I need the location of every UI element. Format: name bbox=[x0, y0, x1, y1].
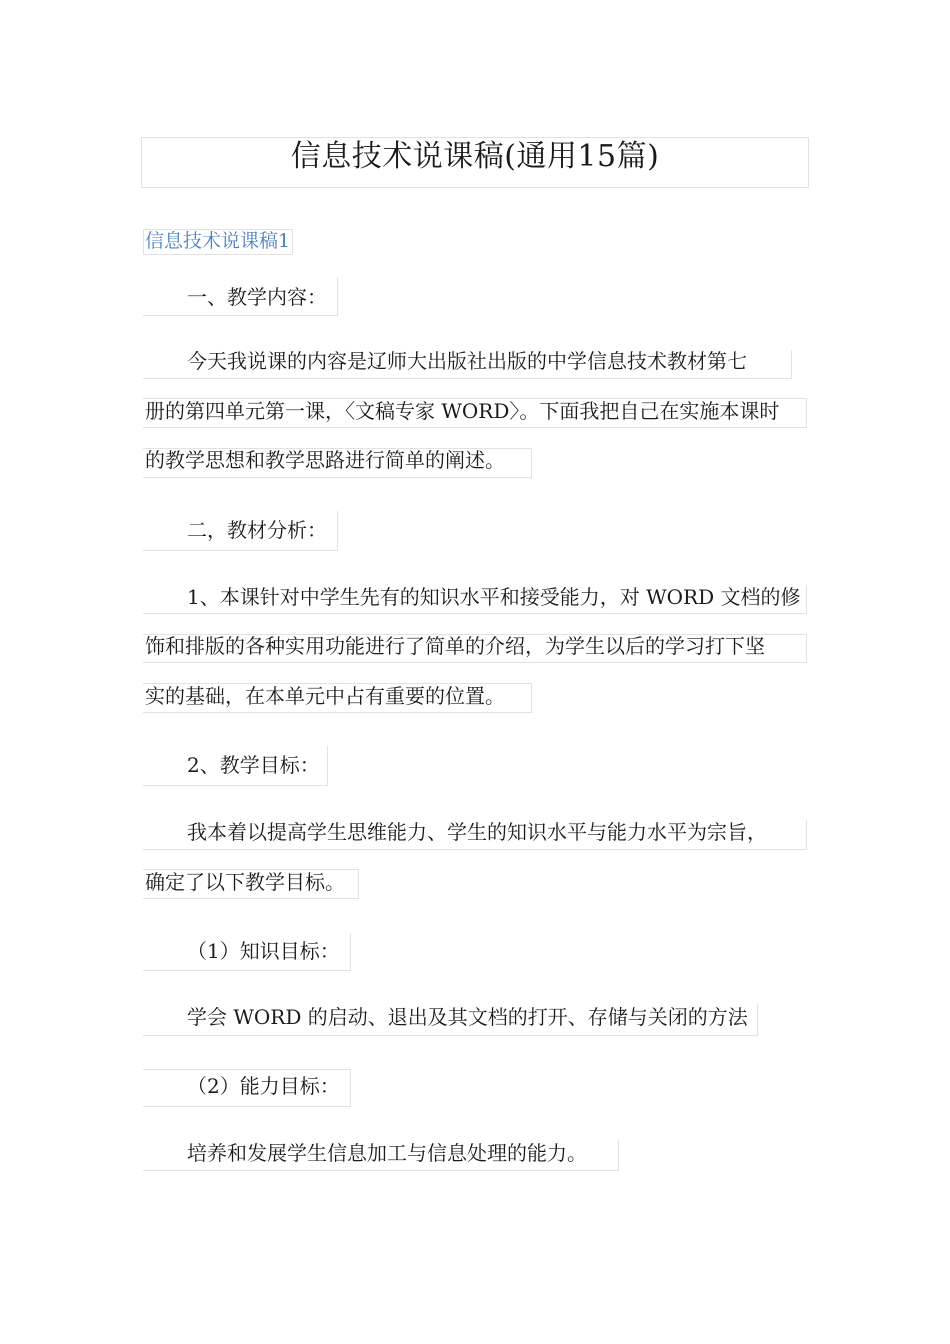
paragraph-line: 的教学思想和教学思路进行简单的阐述。 bbox=[145, 448, 505, 472]
paragraph-line: 学会 WORD 的启动、退出及其文档的打开、存储与关闭的方法 bbox=[187, 1005, 748, 1029]
section-heading-knowledge: （1）知识目标： bbox=[187, 939, 340, 963]
paragraph-line: 今天我说课的内容是辽师大出版社出版的中学信息技术教材第七 bbox=[187, 349, 747, 373]
section-heading-content: 一、教学内容： bbox=[187, 285, 327, 309]
document-title: 信息技术说课稿(通用15篇) bbox=[290, 139, 660, 174]
section-heading-ability: （2）能力目标： bbox=[187, 1074, 340, 1098]
paragraph-line: 饰和排版的各种实用功能进行了简单的介绍，为学生以后的学习打下坚 bbox=[145, 634, 765, 658]
section-heading-material: 二，教材分析： bbox=[187, 518, 327, 542]
paragraph-line: 实的基础，在本单元中占有重要的位置。 bbox=[145, 684, 505, 708]
section-heading-goals: 2、教学目标： bbox=[187, 753, 320, 777]
paragraph-line: 我本着以提高学生思维能力、学生的知识水平与能力水平为宗旨， bbox=[187, 820, 767, 844]
section-link-heading[interactable]: 信息技术说课稿1 bbox=[145, 230, 291, 252]
paragraph-line: 册的第四单元第一课，〈文稿专家 WORD〉。下面我把自己在实施本课时 bbox=[145, 399, 780, 423]
paragraph-line: 确定了以下教学目标。 bbox=[145, 870, 345, 894]
paragraph-line: 1、本课针对中学生先有的知识水平和接受能力，对 WORD 文档的修 bbox=[187, 585, 801, 609]
paragraph-line: 培养和发展学生信息加工与信息处理的能力。 bbox=[187, 1141, 587, 1165]
